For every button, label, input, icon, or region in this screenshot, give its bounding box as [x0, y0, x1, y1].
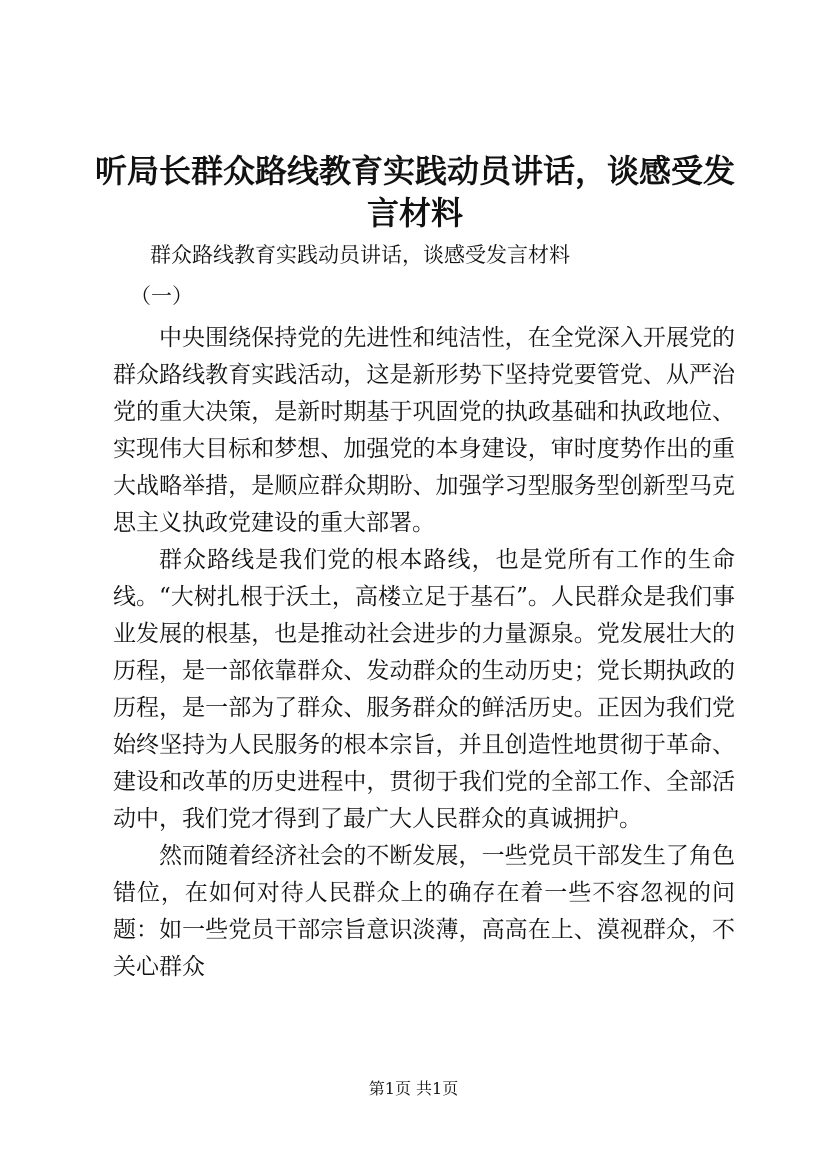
paragraph-3: 然而随着经济社会的不断发展，一些党员干部发生了角色错位，在如何对待人民群众上的确存在着一些不容忽视的问题：如一些党员干部宗旨意识淡薄，高高在上、漠视群众，不关心群众 — [113, 843, 735, 980]
paragraph-1: 中央围绕保持党的先进性和纯洁性，在全党深入开展党的群众路线教育实践活动，这是新形势下坚持党要管党、从严治党的重大决策，是新时期基于巩固党的执政基础和执政地位、实现伟大目标和梦想、加强党的本身建设，审时度势作出的重大战略举措，是顺应群众期盼、加强学习型服务型创新型马克思主义执政党建设的重大部署。 — [113, 325, 735, 536]
document-title: 听局长群众路线教育实践动员讲话，谈感受发言材料 — [94, 152, 735, 232]
paragraph-2: 群众路线是我们党的根本路线，也是党所有工作的生命线。“大树扎根于沃土，高楼立足于基石”。人民群众是我们事业发展的根基，也是推动社会进步的力量源泉。党发展壮大的历程，是一部依靠群众、发动群众的生动历史；党长期执政的历程，是一部为了群众、服务群众的鲜活历史。正因为我们党始终坚持为人民服务的根本宗旨，并且创造性地贯彻于革命、建设和改革的历史进程中，贯彻于我们党的全部工作、全部活动中，我们党才得到了最广大人民群众的真诚拥护。 — [113, 547, 735, 832]
document-body — [113, 320, 735, 986]
page-number-footer: 第1页 共1页 — [368, 1079, 459, 1098]
section-label: （一） — [130, 284, 193, 308]
document-subtitle: 群众路线教育实践动员讲话，谈感受发言材料 — [150, 243, 570, 267]
